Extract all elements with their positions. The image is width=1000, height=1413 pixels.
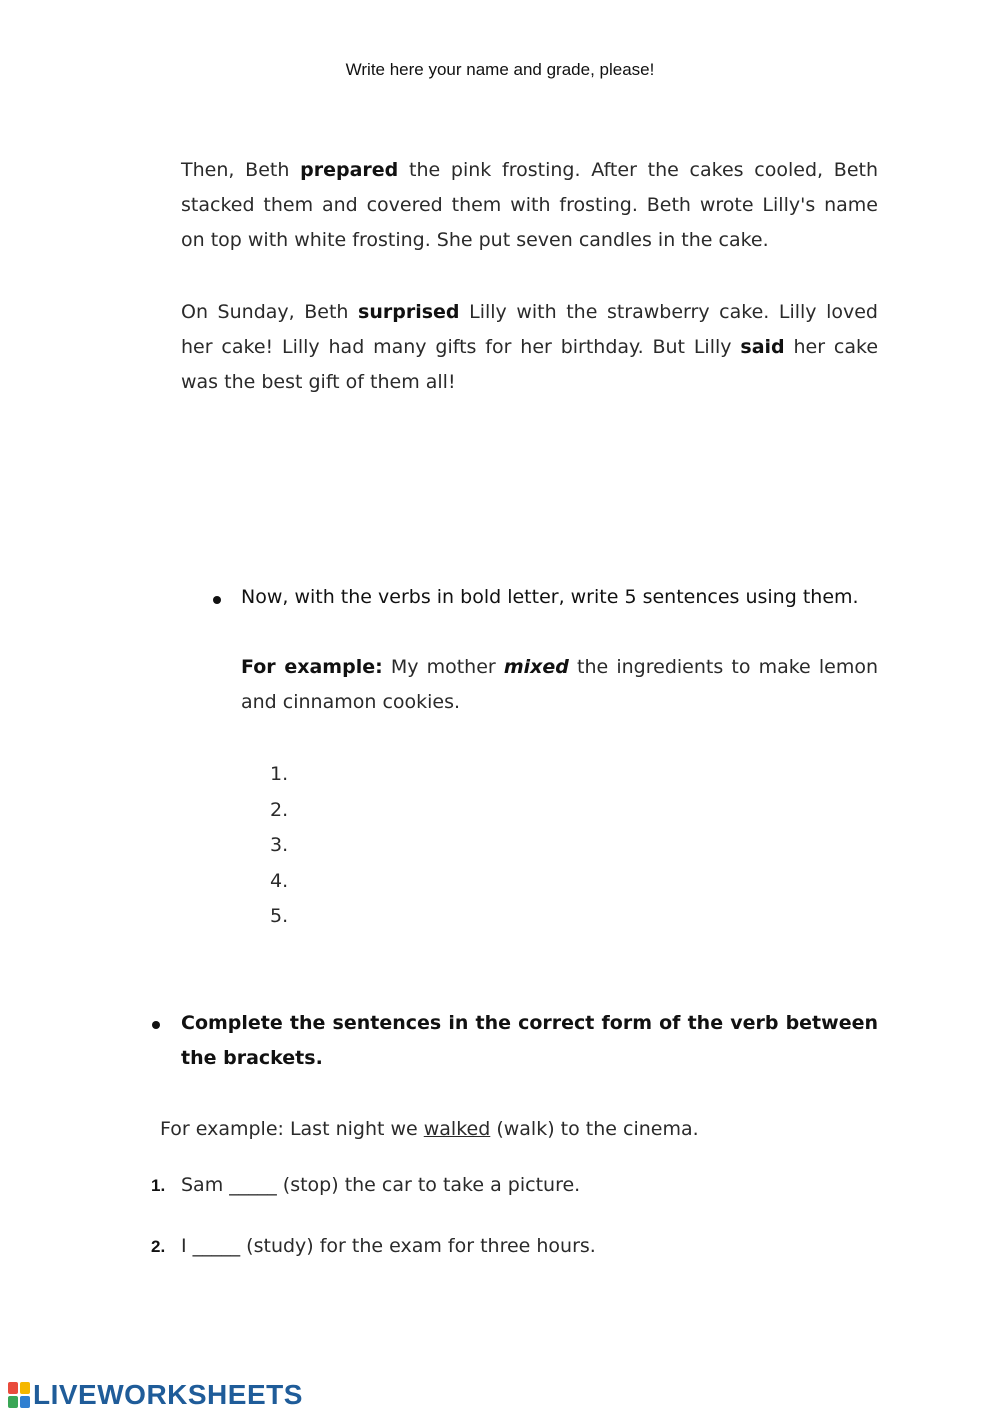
example-answer: walked (423, 1118, 491, 1140)
name-grade-instruction: Write here your name and grade, please! (345, 60, 655, 79)
exercise-text: I _____ (study) for the exam for three hours. (181, 1235, 596, 1257)
example-text: For example: Last night we (160, 1118, 424, 1140)
exercise-text: Sam _____ (stop) the car to take a picture. (181, 1174, 581, 1196)
task-2-example (160, 1112, 699, 1147)
story-paragraph-2 (181, 295, 878, 400)
story-text: Lilly with the strawberry cake. Lilly loved her cake! Lilly had many gifts for her birthday. But Lilly (181, 301, 878, 358)
exercise-item-2 (151, 1231, 596, 1262)
bullet-icon (152, 1021, 160, 1029)
example-label: For example: (241, 656, 383, 678)
story-text: her cake was the best gift of them all! (181, 336, 879, 393)
story-text: the pink frosting. After the cakes cooled, Beth stacked them and covered them with frosting. Beth wrote Lilly's name on top with white frosting. She put seven candles in the cake. (181, 159, 879, 251)
example-verb: mixed (503, 656, 569, 678)
liveworksheets-logo[interactable] (8, 1380, 303, 1410)
bold-verb-said: said (740, 336, 785, 358)
example-text: the ingredients to make lemon and cinnamon cookies. (241, 656, 879, 713)
logo-mark-icon (8, 1382, 30, 1408)
bullet-icon (213, 596, 221, 604)
bold-verb-surprised: surprised (358, 301, 460, 323)
task-2-instruction: Complete the sentences in the correct form of the verb between the brackets. (181, 1012, 878, 1069)
example-text: (walk) to the cinema. (490, 1118, 699, 1140)
sentence-number-2: 2. (270, 798, 289, 821)
sentence-number-4: 4. (270, 869, 289, 892)
logo-square (20, 1382, 30, 1394)
story-text: Then, Beth (181, 159, 301, 181)
exercise-number: 1. (151, 1176, 166, 1195)
task-1-example (241, 650, 878, 720)
story-paragraph-1 (181, 153, 878, 258)
exercise-item-1 (151, 1170, 580, 1201)
logo-square (20, 1396, 30, 1408)
logo-square (8, 1396, 18, 1408)
logo-text: LIVEWORKSHEETS (33, 1379, 303, 1410)
sentence-number-5: 5. (270, 905, 289, 927)
bold-verb-prepared: prepared (300, 159, 399, 181)
sentence-number-list (270, 757, 288, 935)
sentence-number-3: 3. (270, 834, 289, 856)
example-text: My mother (382, 656, 504, 678)
logo-square (8, 1382, 18, 1394)
exercise-number: 2. (151, 1237, 166, 1256)
story-text: On Sunday, Beth (181, 301, 359, 323)
task-1-instruction: Now, with the verbs in bold letter, write 5 sentences using them. (241, 586, 859, 608)
sentence-number-1: 1. (270, 763, 289, 785)
